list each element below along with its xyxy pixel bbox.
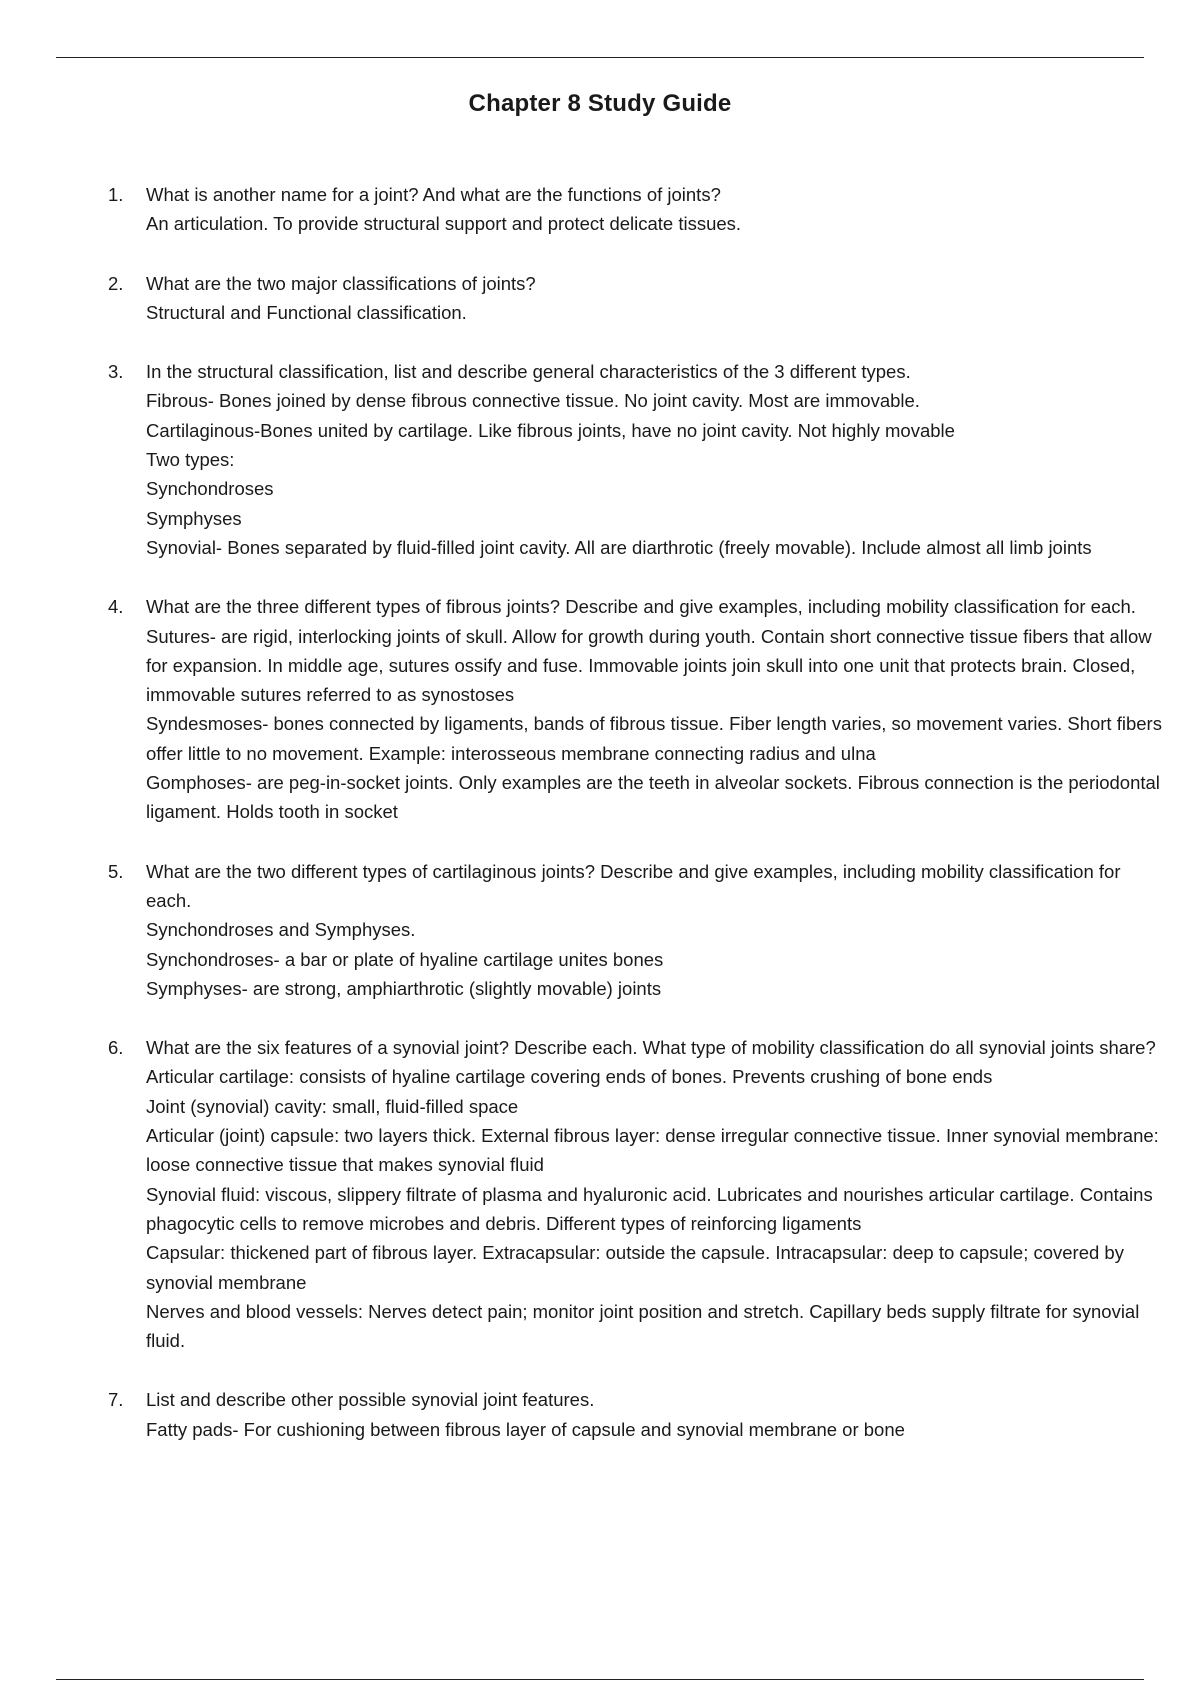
question-text: What are the two different types of cartilaginous joints? Describe and give examples, including mobility classification for each. [146,860,1121,911]
answer-text: Joint (synovial) cavity: small, fluid-filled space [146,1095,519,1117]
question-text: List and describe other possible synovial joint features. [146,1389,595,1411]
answer-text: Synchondroses- a bar or plate of hyaline cartilage unites bones [146,948,664,970]
answer-text: Structural and Functional classification. [146,301,467,323]
question-text: What are the two major classifications of joints? [146,272,536,294]
top-rule [56,57,1144,58]
question-text: What is another name for a joint? And what are the functions of joints? [146,184,721,205]
answer-text: Articular (joint) capsule: two layers thick. External fibrous layer: dense irregular connective tissue. Inner synovial membrane: loose connective tissue that makes synovial fluid [146,1125,1159,1176]
answer-text: Gomphoses- are peg-in-socket joints. Only examples are the teeth in alveolar sockets. Fibrous connection is the periodontal ligament. Holds tooth in socket [146,772,1160,823]
answer-text: Synchondroses and Symphyses. [146,919,416,941]
answer-text: Nerves and blood vessels: Nerves detect pain; monitor joint position and stretch. Capillary beds supply filtrate for synovial fluid. [146,1300,1140,1352]
answer-text: Syndesmoses- bones connected by ligaments, bands of fibrous tissue. Fiber length varies, so movement varies. Short fibers offer little to no movement. Example: interosseous membrane connecting radius and ulna [146,713,1162,764]
question-text: In the structural classification, list and describe general characteristics of the 3 different types. [146,361,911,383]
page-title: Chapter 8 Study Guide [468,90,732,118]
list-item [108,180,1166,239]
answer-text: An articulation. To provide structural support and protect delicate tissues. [146,213,742,235]
list-item [108,357,1166,562]
answer-text: Articular cartilage: consists of hyaline cartilage covering ends of bones. Prevents crushing of bone ends [146,1066,993,1088]
question-text: What are the six features of a synovial joint? Describe each. What type of mobility classification do all synovial joints share? [146,1037,1156,1059]
list-item [108,592,1166,826]
list-item [108,1033,1166,1355]
item-number: 1. [108,184,124,205]
list-item [108,857,1166,1003]
answer-text: Cartilaginous-Bones united by cartilage. Like fibrous joints, have no joint cavity. Not highly movable [146,419,955,441]
list-item [108,1385,1166,1444]
answer-text: Fatty pads- For cushioning between fibrous layer of capsule and synovial membrane or bone [146,1418,905,1440]
study-guide-list [108,180,1166,1474]
question-text: What are the three different types of fibrous joints? Describe and give examples, including mobility classification for each. [146,596,1136,618]
answer-text: Symphyses- are strong, amphiarthrotic (slightly movable) joints [146,977,662,999]
item-number: 4. [108,596,124,618]
answer-text: Two types: [146,449,235,471]
item-number: 2. [108,272,124,294]
answer-text: Synovial fluid: viscous, slippery filtrate of plasma and hyaluronic acid. Lubricates and nourishes articular cartilage. Contains phagocytic cells to remove microbes and debris. Different types of reinforcing ligaments [146,1183,1153,1234]
answer-text: Fibrous- Bones joined by dense fibrous connective tissue. No joint cavity. Most are immovable. [146,390,920,412]
answer-text: Sutures- are rigid, interlocking joints of skull. Allow for growth during youth. Contain short connective tissue fibers that allow for expansion. In middle age, sutures ossify and fuse. Immovable joints join skull into one unit that protects brain. Closed, immovable sutures referred to as synostoses [146,625,1152,706]
item-number: 5. [108,860,124,882]
item-number: 7. [108,1389,124,1411]
item-number: 3. [108,361,124,383]
answer-text: Synchondroses [146,478,274,500]
bottom-rule [56,1679,1144,1680]
list-item [108,269,1166,328]
answer-text: Symphyses [146,507,242,529]
answer-text: Synovial- Bones separated by fluid-filled joint cavity. All are diarthrotic (freely movable). Include almost all limb joints [146,536,1092,558]
item-number: 6. [108,1037,124,1059]
answer-text: Capsular: thickened part of fibrous layer. Extracapsular: outside the capsule. Intracapsular: deep to capsule; covered by synovial membrane [146,1242,1124,1293]
